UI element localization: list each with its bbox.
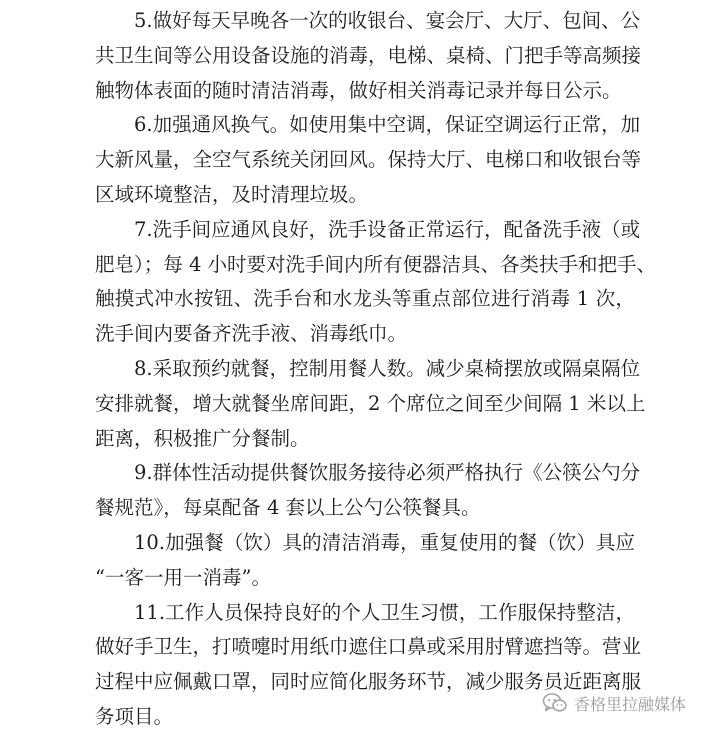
text-line: 做好手卫生，打喷嚏时用纸巾遮住口鼻或采用肘臂遮挡等。营业 xyxy=(95,635,642,659)
text-line: 区域环境整洁，及时清理垃圾。 xyxy=(95,182,369,206)
text-line: 11.工作人员保持良好的个人卫生习惯，工作服保持整洁， xyxy=(134,600,635,624)
text-line: 餐规范》，每桌配备 4 套以上公勺公筷餐具。 xyxy=(95,496,481,520)
paragraph xyxy=(95,108,642,212)
text-line: 触摸式冲水按钮、洗手台和水龙头等重点部位进行消毒 1 次， xyxy=(95,287,635,311)
text-line: 8.采取预约就餐，控制用餐人数。减少桌椅摆放或隔桌隔位 xyxy=(134,356,641,380)
watermark xyxy=(542,690,686,716)
text-line: 6.加强通风换气。如使用集中空调，保证空调运行正常，加 xyxy=(134,113,641,137)
document-body xyxy=(95,4,657,735)
paragraph xyxy=(95,526,635,596)
paragraph xyxy=(95,213,657,352)
text-line: 肥皂）；每 4 小时要对洗手间内所有便器洁具、各类扶手和把手、 xyxy=(95,252,657,276)
text-line: 触物体表面的随时清洁消毒，做好相关消毒记录并每日公示。 xyxy=(95,78,622,102)
text-line: “一客一用一消毒”。 xyxy=(95,565,271,589)
paragraph xyxy=(95,352,646,456)
paragraph xyxy=(95,456,641,526)
text-line: 10.加强餐（饮）具的清洁消毒，重复使用的餐（饮）具应 xyxy=(134,530,635,554)
text-line: 9.群体性活动提供餐饮服务接待必须严格执行《公筷公勺分 xyxy=(134,461,641,485)
text-line: 5.做好每天早晚各一次的收银台、宴会厅、大厅、包间、公 xyxy=(134,9,641,32)
watermark-text: 香格里拉融媒体 xyxy=(574,694,687,714)
text-line: 安排就餐，增大就餐坐席间距，2 个席位之间至少间隔 1 米以上 xyxy=(95,391,646,415)
text-line: 洗手间内要备齐洗手液、消毒纸巾。 xyxy=(95,322,408,346)
wechat-bubble-icon xyxy=(542,692,568,714)
text-line: 务项目。 xyxy=(95,704,174,728)
text-line: 过程中应佩戴口罩，同时应简化服务环节，减少服务员近距离服 xyxy=(95,670,642,694)
text-line: 共卫生间等公用设备设施的消毒，电梯、桌椅、门把手等高频接 xyxy=(95,43,642,67)
text-line: 7.洗手间应通风良好，洗手设备正常运行，配备洗手液（或 xyxy=(134,217,641,241)
text-line: 距离，积极推广分餐制。 xyxy=(95,426,310,450)
text-line: 大新风量，全空气系统关闭回风。保持大厅、电梯口和收银台等 xyxy=(95,148,642,172)
paragraph xyxy=(95,4,642,108)
